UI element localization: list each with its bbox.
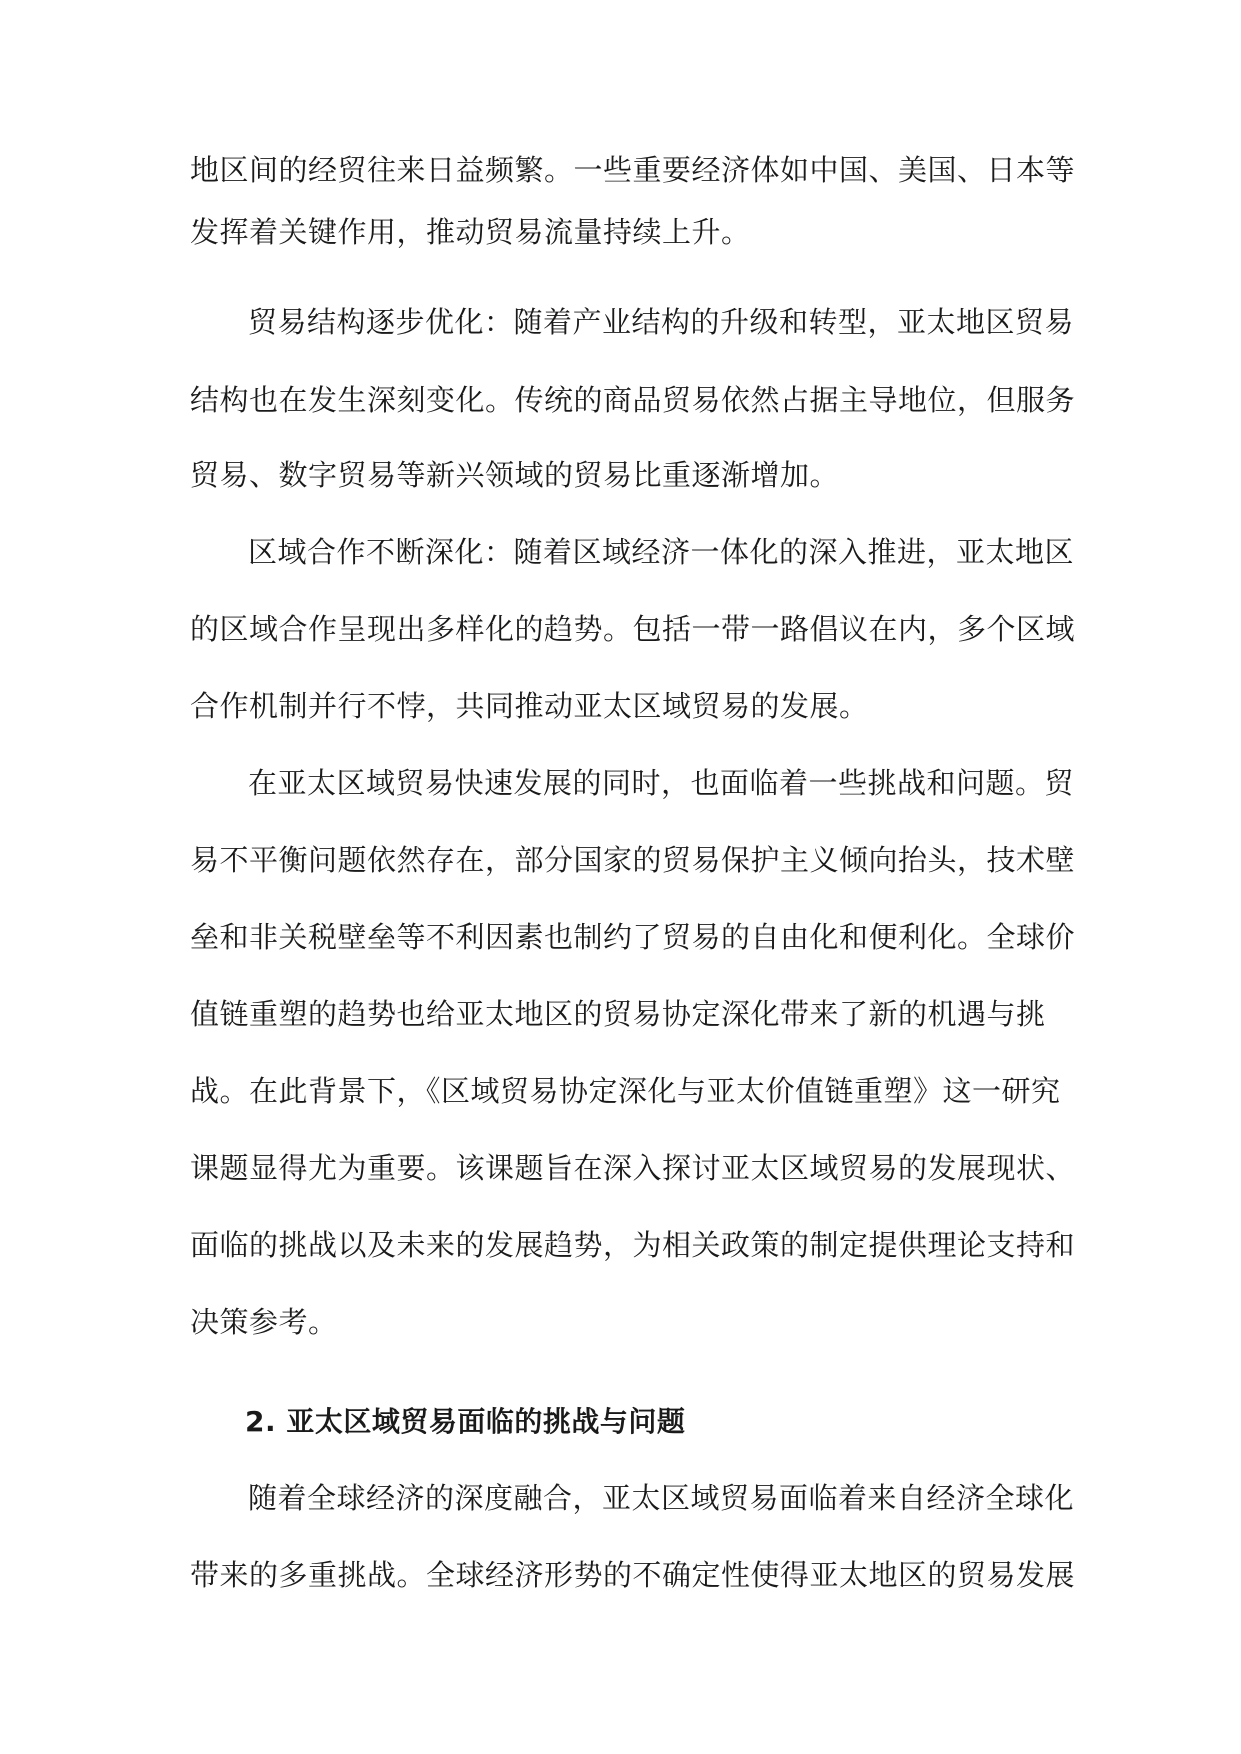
text-line: 随着全球经济的深度融合，亚太区域贸易面临着来自经济全球化	[248, 1481, 1075, 1515]
text-line: 面临的挑战以及未来的发展趋势，为相关政策的制定提供理论支持和	[190, 1228, 1076, 1262]
text-line: 发挥着关键作用，推动贸易流量持续上升。	[190, 215, 751, 249]
text-line: 易不平衡问题依然存在，部分国家的贸易保护主义倾向抬头，技术壁	[190, 843, 1076, 877]
text-line: 垒和非关税壁垒等不利因素也制约了贸易的自由化和便利化。全球价	[190, 920, 1076, 954]
text-line: 结构也在发生深刻变化。传统的商品贸易依然占据主导地位，但服务	[190, 383, 1076, 417]
text-line: 值链重塑的趋势也给亚太地区的贸易协定深化带来了新的机遇与挑	[190, 997, 1046, 1031]
text-line: 课题显得尤为重要。该课题旨在深入探讨亚太区域贸易的发展现状、	[190, 1151, 1076, 1185]
text-line: 地区间的经贸往来日益频繁。一些重要经济体如中国、美国、日本等	[190, 153, 1076, 187]
text-line: 决策参考。	[190, 1305, 338, 1339]
text-line: 贸易结构逐步优化：随着产业结构的升级和转型，亚太地区贸易	[248, 305, 1075, 339]
text-line: 贸易、数字贸易等新兴领域的贸易比重逐渐增加。	[190, 458, 840, 492]
text-line: 战。在此背景下，《区域贸易协定深化与亚太价值链重塑》这一研究	[190, 1074, 1061, 1108]
section-heading: 2. 亚太区域贸易面临的挑战与问题	[245, 1405, 686, 1438]
text-line: 的区域合作呈现出多样化的趋势。包括一带一路倡议在内，多个区域	[190, 612, 1076, 646]
text-line: 在亚太区域贸易快速发展的同时，也面临着一些挑战和问题。贸	[248, 766, 1075, 800]
text-line: 区域合作不断深化：随着区域经济一体化的深入推进，亚太地区	[248, 535, 1075, 569]
text-line: 合作机制并行不悖，共同推动亚太区域贸易的发展。	[190, 689, 869, 723]
text-line: 带来的多重挑战。全球经济形势的不确定性使得亚太地区的贸易发展	[190, 1558, 1076, 1592]
